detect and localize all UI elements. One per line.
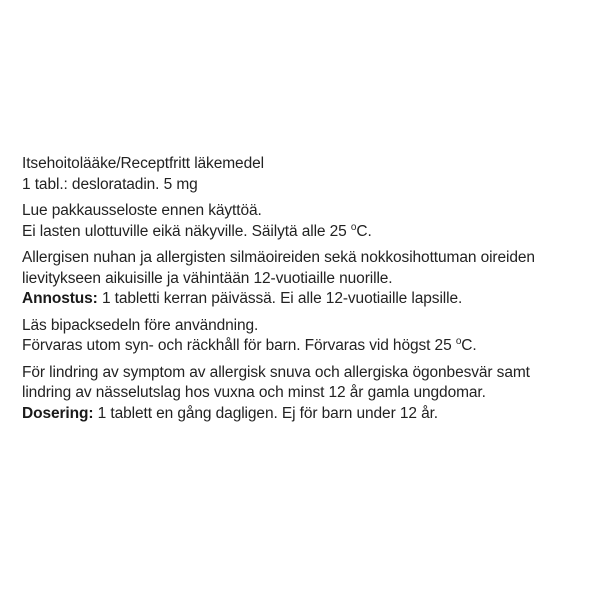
swedish-indication-line-1: För lindring av symptom av allergisk snuva och allergiska ögonbesvär samt: [22, 363, 530, 381]
swedish-storage-line: [22, 336, 592, 357]
otc-status-line: Itsehoitolääke/Receptfritt läkemedel: [22, 155, 264, 172]
finnish-dosage-label: Annostus:: [22, 290, 98, 307]
swedish-indication-line-2: lindring av nässelutslag hos vuxna och minst 12 år gamla ungdomar.: [22, 384, 486, 401]
swedish-storage-block: [22, 316, 592, 357]
temperature-unit: C.: [356, 222, 372, 240]
degree-symbol: o: [455, 336, 462, 347]
swedish-dosage-line: [22, 404, 592, 425]
label-text-document: [22, 154, 592, 430]
temperature-unit: C.: [461, 337, 477, 354]
finnish-storage-line: [22, 222, 592, 243]
finnish-dosage-text: 1 tabletti kerran päivässä. Ei alle 12-vuotiaille lapsille.: [97, 290, 463, 307]
finnish-storage-block: [22, 201, 592, 242]
swedish-dosage-label: Dosering:: [22, 404, 94, 422]
finnish-indication-line-1: Allergisen nuhan ja allergisten silmäoireiden sekä nokkosihottuman oireiden: [22, 249, 535, 266]
header-block: [22, 154, 592, 195]
swedish-indication-block: [22, 363, 592, 425]
finnish-dosage-line: [22, 289, 592, 310]
finnish-read-leaflet-line: Lue pakkausseloste ennen käyttöä.: [22, 202, 262, 219]
finnish-indication-block: [22, 248, 592, 310]
degree-symbol: o: [350, 221, 357, 233]
active-ingredient-line: 1 tabl.: desloratadin. 5 mg: [22, 175, 198, 193]
finnish-indication-line-2: lievitykseen aikuisille ja vähintään 12-vuotiaille nuorille.: [22, 269, 393, 287]
swedish-dosage-text: 1 tablett en gång dagligen. Ej för barn under 12 år.: [93, 404, 439, 422]
swedish-storage-text: Förvaras utom syn- och räckhåll för barn. Förvaras vid högst 25: [22, 337, 456, 354]
finnish-storage-text: Ei lasten ulottuville eikä näkyville. Säilytä alle 25: [22, 222, 351, 240]
swedish-read-leaflet-line: Läs bipacksedeln före användning.: [22, 316, 259, 334]
